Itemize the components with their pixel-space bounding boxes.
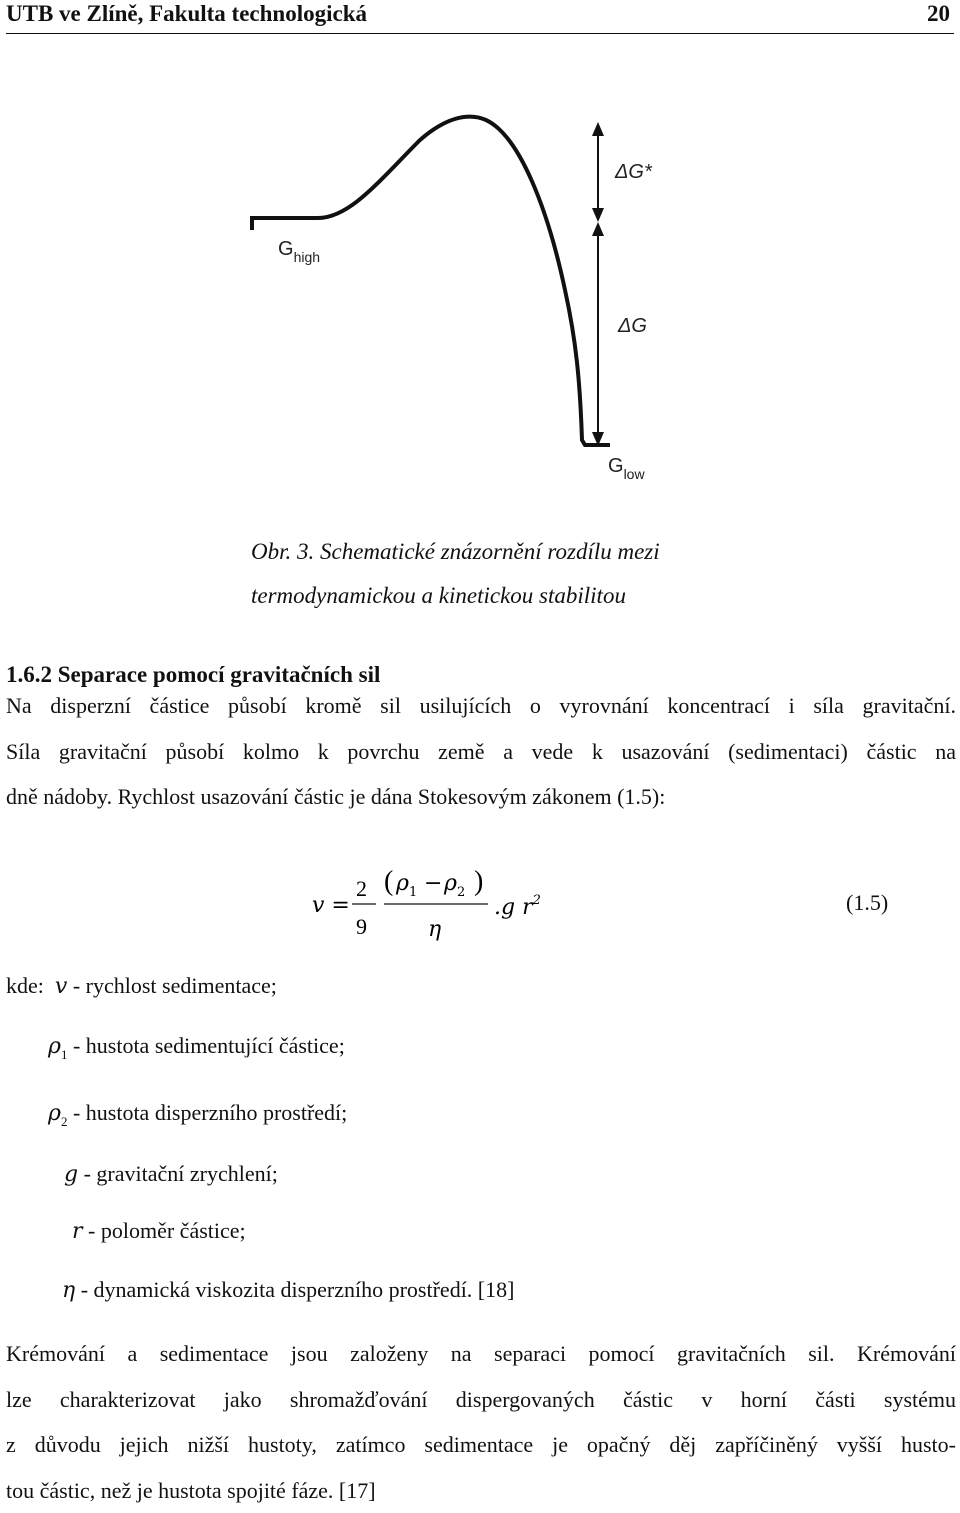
def-r-text: - poloměr částice; (83, 1218, 246, 1243)
arrow-dg-head-top (592, 222, 604, 236)
eq-tail-main: .g r (494, 895, 534, 920)
def-eta-symbol: η (62, 1278, 75, 1303)
eq-rho2 (443, 871, 465, 900)
def-eta-text: - dynamická viskozita disperzního prostředí. [18] (75, 1277, 514, 1302)
page-header (6, 0, 954, 36)
eq-rho1 (395, 871, 417, 900)
paragraph-1-line: Síla gravitační působí kolmo k povrchu země a vede k usazování (sedimentaci) částic na (6, 729, 956, 775)
energy-curve (252, 117, 610, 445)
eq-lhs: v = (312, 893, 350, 918)
def-rho1-symbol: ρ (48, 1034, 61, 1059)
def-g (64, 1161, 278, 1187)
equation-number: (1.5) (846, 890, 888, 916)
eq-eta: η (428, 917, 441, 942)
def-r (72, 1218, 246, 1244)
paragraph-1 (6, 683, 956, 820)
eq-rho1-sym: ρ (395, 871, 409, 896)
def-rho2-text: - hustota disperzního prostředí; (67, 1100, 347, 1125)
caption-line-2: termodynamickou a kinetickou stabilitou (251, 574, 751, 618)
stokes-equation (300, 860, 940, 950)
def-rho2-symbol: ρ (48, 1101, 61, 1126)
paragraph-2-line: lze charakterizovat jako shromažďování dispergovaných částic v horní části systému (6, 1377, 956, 1423)
header-rule (6, 33, 954, 34)
eq-tail-sup: 2 (532, 893, 541, 908)
def-rho1-text: - hustota sedimentující částice; (67, 1033, 344, 1058)
paragraph-2-line: z důvodu jejich nižší hustoty, zatímco sedimentace je opačný děj zapříčiněný vyšší husto- (6, 1422, 956, 1468)
eq-paren-close: ) (474, 866, 483, 897)
eq-rho2-sub: 2 (457, 885, 465, 900)
def-v-symbol: v (55, 974, 67, 999)
label-g-high-sub: high (294, 249, 320, 265)
paragraph-2 (6, 1331, 956, 1513)
def-v-text: - rychlost sedimentace; (67, 973, 277, 998)
def-r-symbol: r (72, 1219, 83, 1244)
arrow-dg-star-head-top (592, 122, 604, 136)
arrow-dg-star-head-bottom (592, 208, 604, 222)
def-rho1-sub: 1 (61, 1047, 68, 1062)
eq-rho2-sym: ρ (443, 871, 457, 896)
label-g-low-main: G (608, 455, 624, 477)
eq-paren-open: ( (384, 866, 393, 897)
def-rho2-sub: 2 (61, 1114, 68, 1129)
label-g-high-main: G (278, 238, 294, 260)
paragraph-2-line: tou částic, než je hustota spojité fáze. [17] (6, 1468, 956, 1513)
label-g-high (278, 238, 320, 265)
eq-frac-den: 9 (356, 914, 367, 939)
caption-line-1: Obr. 3. Schematické znázornění rozdílu mezi (251, 530, 751, 574)
eq-frac-num: 2 (356, 876, 367, 901)
figure-caption (251, 530, 751, 618)
def-rho2 (48, 1100, 347, 1130)
eq-minus: − (424, 871, 442, 896)
page-number: 20 (927, 1, 950, 27)
eq-rho1-sub: 1 (409, 885, 417, 900)
def-g-text: - gravitační zrychlení; (78, 1161, 278, 1186)
eq-tail (494, 893, 541, 920)
def-rho1 (48, 1033, 345, 1063)
def-v (6, 973, 277, 999)
def-eta (62, 1277, 514, 1303)
label-dg-star: ΔG* (614, 161, 653, 183)
label-g-low-sub: low (624, 466, 646, 482)
def-g-symbol: g (64, 1162, 78, 1187)
paragraph-1-line: Na disperzní částice působí kromě sil usilujících o vyrovnání koncentrací i síla gravitační. (6, 683, 956, 729)
header-title: UTB ve Zlíně, Fakulta technologická (6, 1, 367, 27)
def-kde: kde: (6, 973, 44, 998)
label-g-low (608, 455, 645, 482)
section-heading: 1.6.2 Separace pomocí gravitačních sil (6, 662, 380, 688)
paragraph-2-line: Krémování a sedimentace jsou založeny na separaci pomocí gravitačních sil. Krémování (6, 1331, 956, 1377)
label-dg: ΔG (617, 315, 647, 337)
energy-diagram (230, 70, 700, 500)
paragraph-1-line: dně nádoby. Rychlost usazování částic je dána Stokesovým zákonem (1.5): (6, 774, 956, 820)
